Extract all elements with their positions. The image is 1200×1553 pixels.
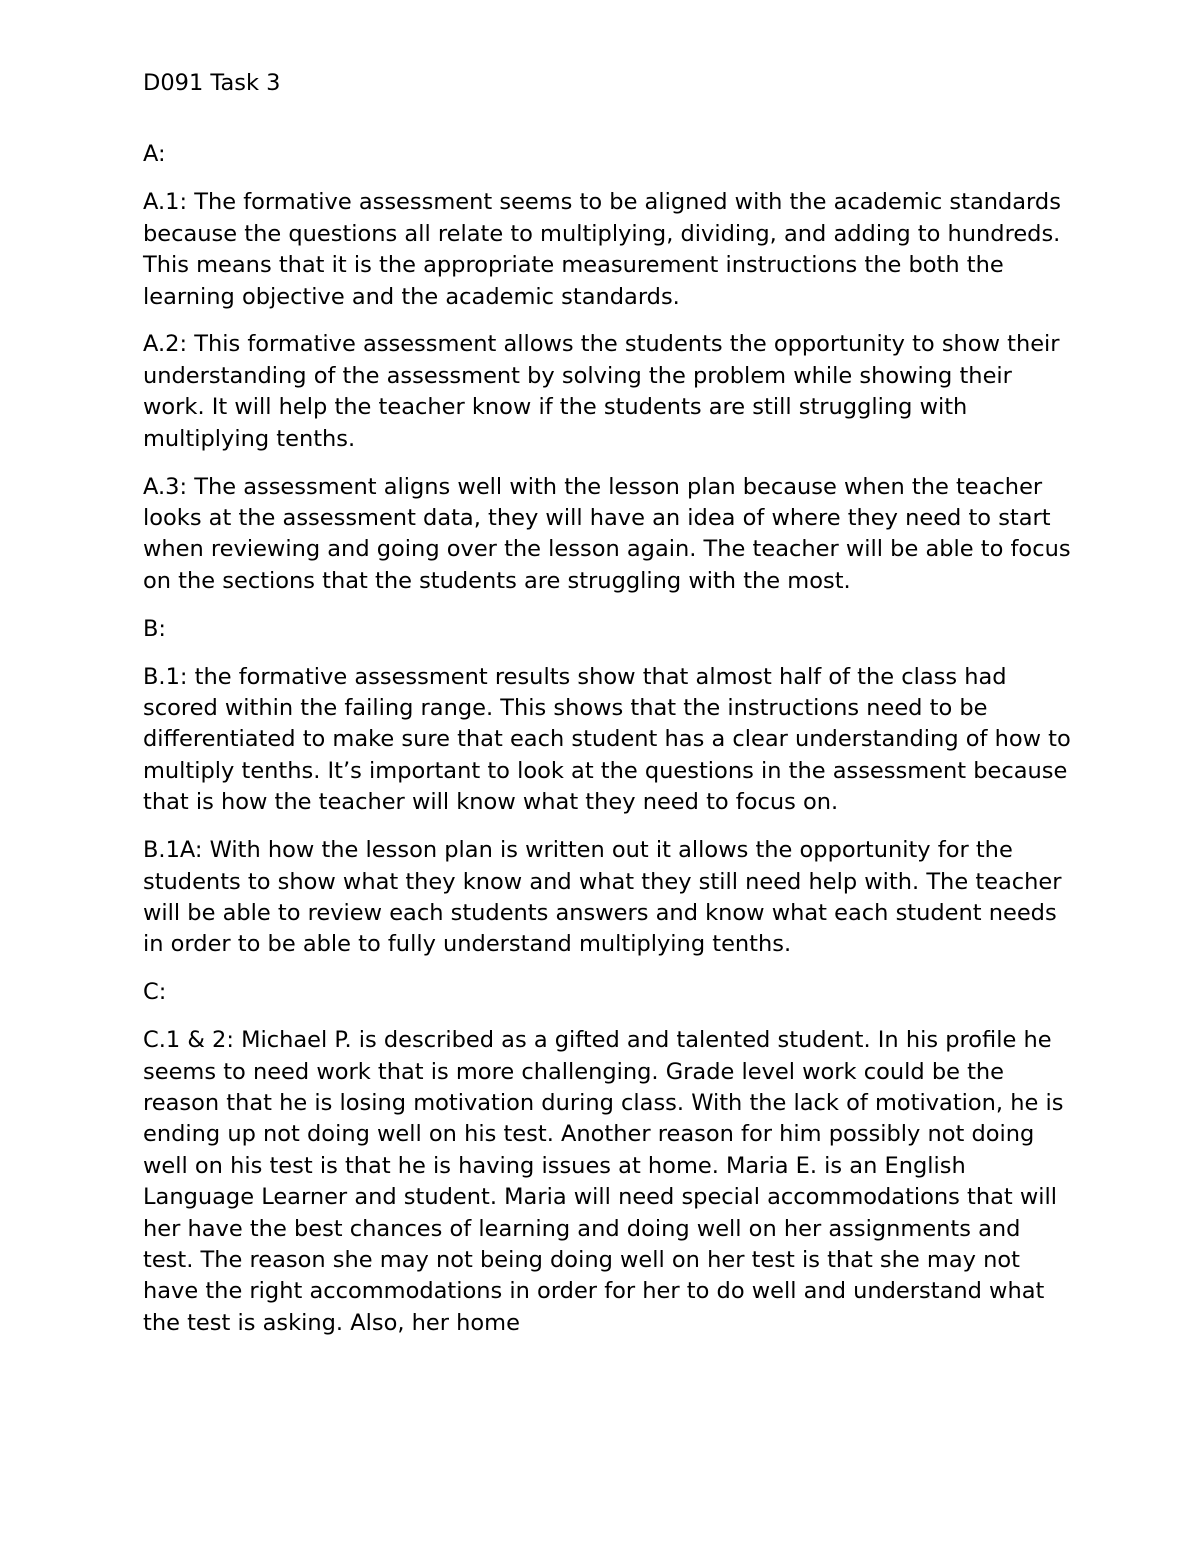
section-heading-c: C:	[143, 979, 167, 1006]
paragraph-a3: A.3: The assessment aligns well with the lesson plan because when the teacher looks at the assessment data, they will have an idea of where they need to start when reviewing and going over the lesson again. The teacher will be able to focus on the sections that the students are struggling with the most.	[143, 473, 1071, 594]
document-body	[143, 68, 1073, 1356]
section-heading-a: A:	[143, 141, 166, 168]
paragraph-a1: A.1: The formative assessment seems to be aligned with the academic standards because the questions all relate to multiplying, dividing, and adding to hundreds. This means that it is the appropriate measurement instructions the both the learning objective and the academic standards.	[143, 189, 1061, 310]
paragraph-c1-2: C.1 & 2: Michael P. is described as a gifted and talented student. In his profile he seems to need work that is more challenging. Grade level work could be the reason that he is losing motivation during class. With the lack of motivation, he is ending up not doing well on his test. Another reason for him possibly not doing well on his test is that he is having issues at home. Maria E. is an English Language Learner and student. Maria will need special accommodations that will her have the best chances of learning and doing well on her assignments and test. The reason she may not being doing well on her test is that she may not have the right accommodations in order for her to do well and understand what the test is asking. Also, her home	[143, 1027, 1064, 1336]
paragraph-a2: A.2: This formative assessment allows the students the opportunity to show their understanding of the assessment by solving the problem while showing their work. It will help the teacher know if the students are still struggling with multiplying tenths.	[143, 331, 1060, 452]
document-title: D091 Task 3	[143, 70, 281, 96]
paragraph-b1: B.1: the formative assessment results show that almost half of the class had scored within the failing range. This shows that the instructions need to be differentiated to make sure that each student has a clear understanding of how to multiply tenths. It’s important to look at the questions in the assessment because that is how the teacher will know what they need to focus on.	[143, 663, 1071, 816]
section-heading-b: B:	[143, 615, 167, 642]
paragraph-b1a: B.1A: With how the lesson plan is written out it allows the opportunity for the students to show what they know and what they still need help with. The teacher will be able to review each students answers and know what each student needs in order to be able to fully understand multiplying tenths.	[143, 837, 1062, 958]
